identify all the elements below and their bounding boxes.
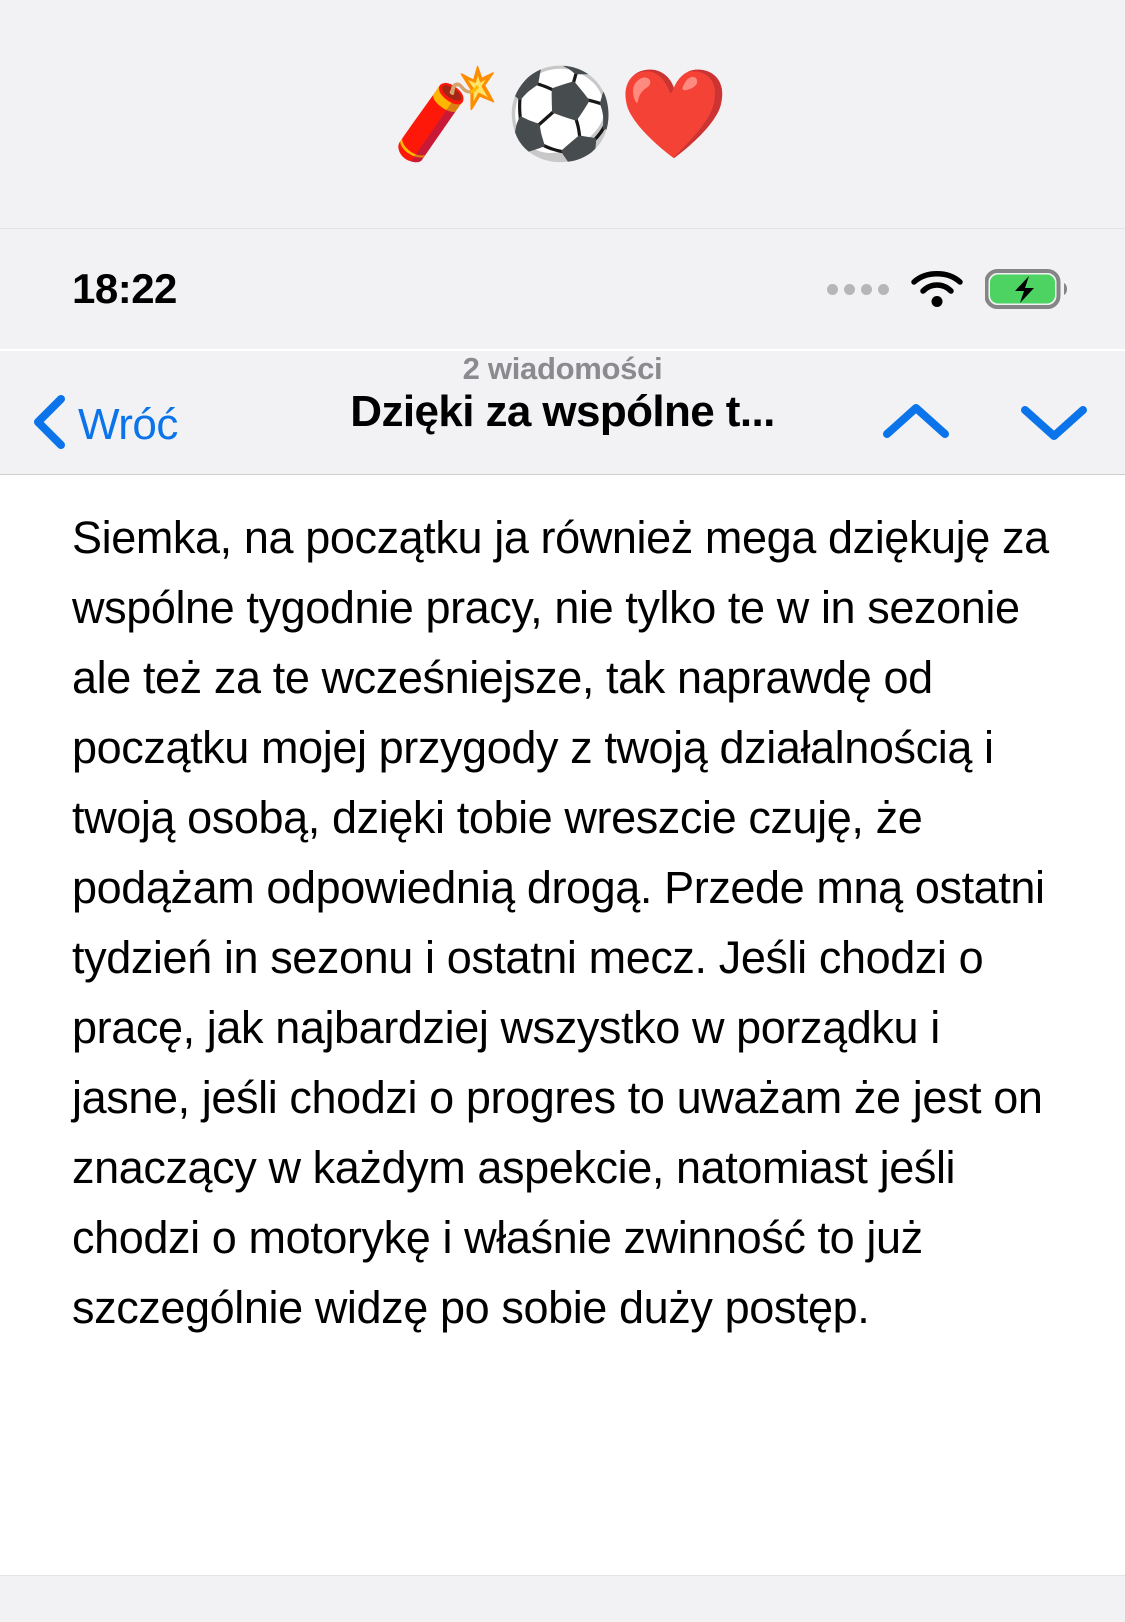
previous-message-button[interactable] xyxy=(879,398,953,451)
message-text: Siemka, na początku ja również mega dziękuję za wspólne tygodnie pracy, nie tylko te w in sezonie ale też za te wcześniejsze, tak naprawdę od początku mojej przygody z twoją działalnością i twoją osobą, dzięki tobie wreszcie czuję, że podążam odpowiednią drogą. Przede mną ostatni tydzień in sezonu i ostatni mecz. Jeśli chodzi o pracę, jak najbardziej wszystko w porządku i jasne, jeśli chodzi o progres to uważam że jest on znaczący w każdym aspekcie, natomiast jeśli chodzi o motorykę i właśnie zwinność to już szczególnie widzę po sobie duży postęp. xyxy=(72,512,1049,1333)
message-count-label: 2 wiadomości xyxy=(462,351,663,386)
status-indicators xyxy=(827,268,1069,310)
wifi-icon xyxy=(909,268,965,310)
banner-emoji-row: 🧨⚽❤️ xyxy=(392,62,733,165)
emoji-banner xyxy=(0,0,1125,229)
navigation-row xyxy=(0,393,1125,456)
signal-dots-icon xyxy=(827,284,889,295)
status-bar xyxy=(0,229,1125,349)
next-message-button[interactable] xyxy=(1017,398,1091,451)
back-button-label: Wróć xyxy=(78,399,178,449)
battery-charging-icon xyxy=(985,268,1069,310)
message-body xyxy=(0,475,1125,1343)
back-button[interactable] xyxy=(30,393,178,456)
navigation-bar xyxy=(0,351,1125,475)
status-time: 18:22 xyxy=(72,265,177,312)
page-title: Dzięki za wspólne t... xyxy=(350,387,775,436)
chevron-left-icon xyxy=(30,393,70,456)
navigation-actions xyxy=(879,398,1091,451)
bottom-strip xyxy=(0,1575,1125,1622)
